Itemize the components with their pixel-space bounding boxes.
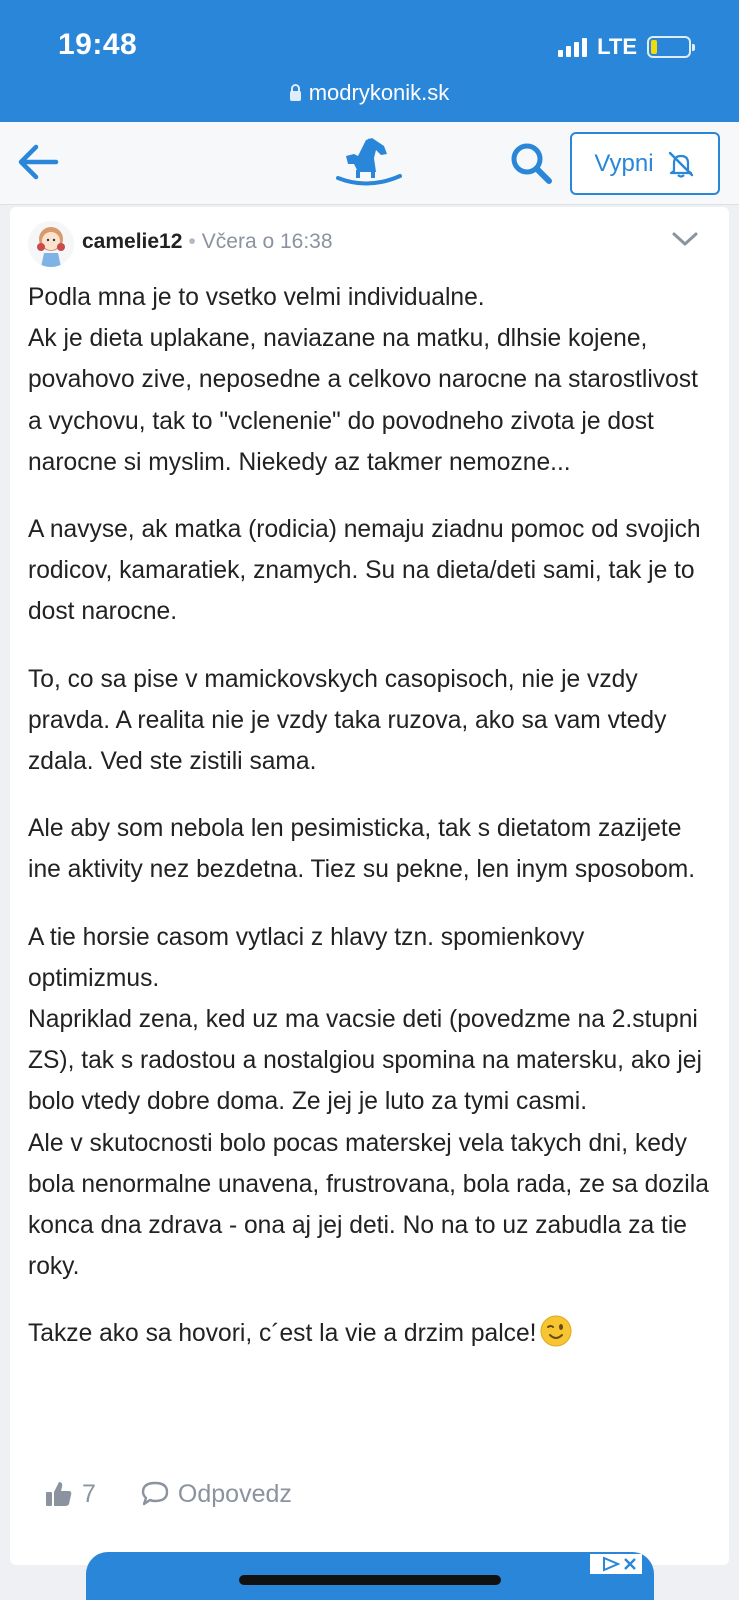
home-indicator [239,1575,501,1585]
post-paragraph: To, co sa pise v mamickovskych casopisoch, nie je vzdy pravda. A realita nie je vzdy taka ruzova, ako sa vam vtedy zdala. Ved ste zistili sama. [28,665,667,776]
arrow-left-icon [16,140,60,184]
reply-label: Odpovedz [177,1479,292,1508]
signal-icon [558,37,587,57]
thumbs-up-icon [44,1479,74,1509]
post-timestamp: Včera o 16:38 [201,230,333,253]
site-logo[interactable] [336,134,402,192]
winking-face-icon [540,1315,572,1347]
close-icon [622,1556,638,1572]
search-button[interactable] [508,140,554,186]
bell-off-icon [666,149,696,179]
search-icon [508,140,554,186]
back-button[interactable] [16,140,60,184]
url-text: modrykonik.sk [308,80,450,105]
forum-post [10,207,729,1565]
avatar[interactable] [28,221,74,267]
meta-separator: • [188,230,196,253]
like-button[interactable] [44,1479,96,1509]
status-indicators [558,34,691,60]
speech-bubble-icon [140,1480,170,1508]
mute-notifications-label: Vypni [594,149,654,177]
user-avatar-icon [28,221,74,267]
address-bar[interactable] [0,80,739,106]
post-paragraph: Ale aby som nebola len pesimisticka, tak s dietatom zazijete ine aktivity nez bezdetna. Tiez su pekne, len inym sposobom. [28,815,696,884]
post-author[interactable]: camelie12 [82,230,183,253]
post-meta [82,230,333,254]
post-closing [28,1313,718,1354]
status-time: 19:48 [58,28,138,61]
adchoices-icon [602,1556,620,1572]
top-navigation [0,122,739,205]
post-options-button[interactable] [671,229,699,249]
battery-icon [647,36,691,58]
chevron-down-icon [671,229,699,249]
post-paragraph: A navyse, ak matka (rodicia) nemaju ziadnu pomoc od svojich rodicov, kamaratiek, znamych. Su na dieta/deti sami, tak je to dost narocne. [28,516,701,626]
adchoices-badge[interactable] [590,1554,642,1574]
network-label: LTE [597,34,637,59]
rocking-horse-icon [336,134,402,192]
like-count: 7 [82,1479,96,1508]
reply-button[interactable] [140,1480,292,1509]
post-closing-text: Takze ako sa hovori, c´est la vie a drzim palce! [28,1320,537,1348]
status-bar [0,0,739,122]
post-body [28,277,718,1381]
post-paragraph: Podla mna je to vsetko velmi individualne. Ak je dieta uplakane, naviazane na matku, dlhsie kojene, povahovo zive, neposedne a celkovo narocne na starostlivost a vychovu, tak to "vclenenie" do povodneho zivota je dost narocne si myslim. Niekedy az takmer nemozne... [28,284,698,476]
mute-notifications-button[interactable] [570,132,720,195]
lock-icon [290,91,301,101]
post-paragraph: A tie horsie casom vytlaci z hlavy tzn. spomienkovy optimizmus. Napriklad zena, ked uz ma vacsie deti (povedzme na 2.stupni ZS), tak s radostou a nostalgiou spomina na matersku, ako jej bolo vtedy dobre doma. Ze jej je luto za tymi casmi. Ale v skutocnosti bolo pocas materskej vela takych dni, kedy bola nenormalne unavena, frustrovana, bola rada, ze sa dozila konca dna zdrava - ona aj jej deti. No na to uz zabudla za tie roky. [28,923,709,1281]
post-actions [44,1479,292,1509]
